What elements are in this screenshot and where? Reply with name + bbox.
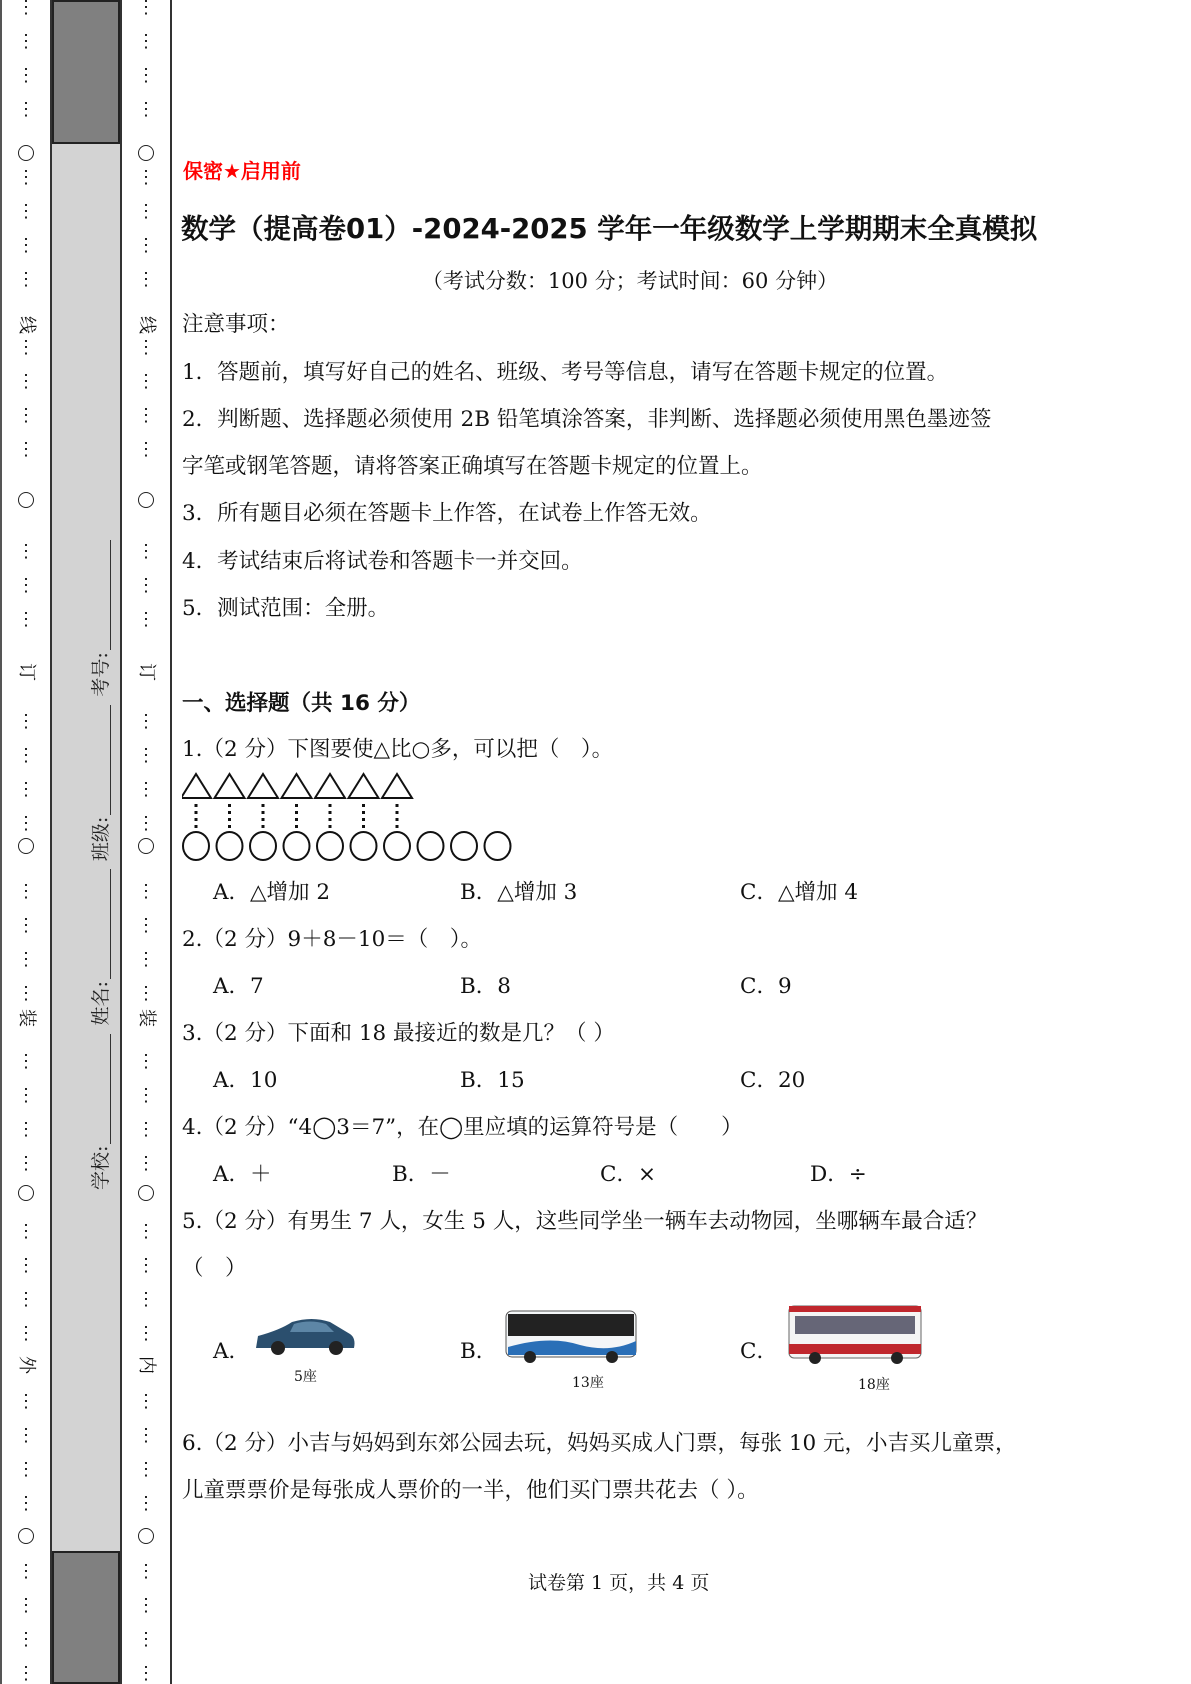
- dotted-cut-line: ⋮: [137, 65, 155, 86]
- dotted-cut-line: ⋮: [17, 881, 35, 902]
- page-footer: 试卷第 1 页，共 4 页: [528, 1572, 710, 1594]
- dotted-cut-line: ⋮: [137, 1561, 155, 1582]
- q1-option-c[interactable]: C．△增加 4: [740, 880, 858, 905]
- dotted-cut-line: ⋮: [17, 609, 35, 630]
- dotted-cut-line: ⋮: [17, 1595, 35, 1616]
- q2-option-b[interactable]: B．8: [460, 974, 511, 999]
- question-3: 3.（2 分）下面和 18 最接近的数是几？（ ）: [182, 1021, 615, 1046]
- dotted-cut-line: ⋮: [137, 575, 155, 596]
- dotted-cut-line: ⋮: [17, 31, 35, 52]
- dotted-cut-line: ⋮: [17, 1391, 35, 1412]
- dotted-cut-line: ⋮: [137, 235, 155, 256]
- dotted-cut-line: ⋮: [17, 201, 35, 222]
- margin-word: 内: [136, 1356, 157, 1374]
- triangle-circle-figure: [182, 770, 522, 870]
- confidential-label: 保密★启用前: [183, 159, 301, 183]
- dotted-cut-line: ⋮: [137, 1323, 155, 1344]
- exam-info: （考试分数：100 分；考试时间：60 分钟）: [421, 269, 839, 293]
- dotted-cut-line: ⋮: [17, 1629, 35, 1650]
- dotted-cut-line: ⋮: [17, 1255, 35, 1276]
- q5-option-b[interactable]: B．: [460, 1339, 498, 1364]
- q3-option-b[interactable]: B．15: [460, 1068, 525, 1093]
- circle-shape: [451, 832, 477, 860]
- dotted-cut-line: ⋮: [17, 745, 35, 766]
- dotted-cut-line: ⋮: [137, 1629, 155, 1650]
- triangle-shape: [349, 774, 379, 798]
- dotted-cut-line: ⋮: [137, 813, 155, 834]
- note-item: 3．所有题目必须在答题卡上作答，在试卷上作答无效。: [182, 501, 712, 526]
- dotted-cut-line: ⋮: [137, 1051, 155, 1072]
- circle-shape: [250, 832, 276, 860]
- vehicle-label: 18座: [858, 1377, 890, 1393]
- circle-mark: [0, 1185, 52, 1206]
- dotted-cut-line: ⋮: [137, 1255, 155, 1276]
- dotted-cut-line: ⋮: [137, 269, 155, 290]
- dotted-cut-line: ⋮: [137, 337, 155, 358]
- note-item: 1．答题前，填写好自己的姓名、班级、考号等信息，请写在答题卡规定的位置。: [182, 360, 949, 385]
- circle-shape: [183, 832, 209, 860]
- q1-option-b[interactable]: B．△增加 3: [460, 880, 578, 905]
- dotted-cut-line: ⋮: [17, 235, 35, 256]
- vehicle-label: 13座: [572, 1375, 604, 1391]
- circle-shape: [284, 832, 310, 860]
- question-2: 2.（2 分）9＋8－10＝（ ）。: [182, 927, 482, 952]
- q5-option-a[interactable]: A．: [213, 1339, 251, 1364]
- dotted-cut-line: ⋮: [137, 167, 155, 188]
- vehicle-label: 5座: [294, 1369, 317, 1385]
- dotted-cut-line: ⋮: [137, 405, 155, 426]
- dotted-cut-line: ⋮: [17, 1323, 35, 1344]
- dotted-cut-line: ⋮: [137, 1153, 155, 1174]
- class-label: 班级:: [90, 816, 112, 862]
- circle-shape: [217, 832, 243, 860]
- note-item: 字笔或钢笔答题，请将答案正确填写在答题卡规定的位置上。: [182, 454, 763, 479]
- triangle-shape: [282, 774, 312, 798]
- dotted-cut-line: ⋮: [17, 1561, 35, 1582]
- dotted-cut-line: ⋮: [137, 609, 155, 630]
- dotted-cut-line: ⋮: [17, 1051, 35, 1072]
- dotted-cut-line: ⋮: [137, 1119, 155, 1140]
- circle-shape: [485, 832, 511, 860]
- dotted-cut-line: ⋮: [137, 745, 155, 766]
- q3-option-a[interactable]: A．10: [213, 1068, 278, 1093]
- dotted-cut-line: ⋮: [137, 1085, 155, 1106]
- name-field[interactable]: [110, 869, 111, 979]
- section-heading: 一、选择题（共 16 分）: [182, 691, 421, 716]
- circle-mark: [120, 492, 172, 513]
- circle-mark: [0, 838, 52, 859]
- margin-word: 订: [16, 663, 37, 681]
- circle-mark: [120, 1185, 172, 1206]
- circle-shape: [317, 832, 343, 860]
- q4-option-d[interactable]: D．÷: [810, 1162, 867, 1187]
- question-4: 4.（2 分）“4◯3＝7”，在◯里应填的运算符号是（ ）: [182, 1115, 743, 1140]
- dotted-cut-line: ⋮: [17, 65, 35, 86]
- dotted-cut-line: ⋮: [17, 575, 35, 596]
- dotted-cut-line: ⋮: [137, 99, 155, 120]
- q2-option-a[interactable]: A．7: [213, 974, 264, 999]
- q1-option-a[interactable]: A．△增加 2: [213, 880, 331, 905]
- dotted-cut-line: ⋮: [17, 337, 35, 358]
- bus-image: [785, 1300, 925, 1366]
- triangle-shape: [248, 774, 278, 798]
- dotted-cut-line: ⋮: [17, 1493, 35, 1514]
- dotted-cut-line: ⋮: [17, 983, 35, 1004]
- car-image: [250, 1310, 360, 1360]
- circle-shape: [384, 832, 410, 860]
- margin-word: 外: [16, 1356, 37, 1374]
- margin-word: 线: [16, 316, 37, 334]
- dotted-cut-line: ⋮: [17, 1085, 35, 1106]
- q5-option-c[interactable]: C．: [740, 1339, 778, 1364]
- q4-option-a[interactable]: A．＋: [213, 1162, 272, 1187]
- margin-word: 装: [16, 1009, 37, 1027]
- question-1: 1.（2 分）下图要使△比○多，可以把（ ）。: [182, 737, 614, 762]
- circle-shape: [418, 832, 444, 860]
- student-info-fields: [86, 538, 113, 1190]
- circle-mark: [120, 1528, 172, 1549]
- dotted-cut-line: ⋮: [17, 1663, 35, 1684]
- question-6-cont: 儿童票票价是每张成人票价的一半，他们买门票共花去（ ）。: [182, 1478, 759, 1503]
- dotted-cut-line: ⋮: [137, 1493, 155, 1514]
- dotted-cut-line: ⋮: [137, 371, 155, 392]
- note-item: 2．判断题、选择题必须使用 2B 铅笔填涂答案，非判断、选择题必须使用黑色墨迹签: [182, 407, 992, 432]
- note-item: 4．考试结束后将试卷和答题卡一并交回。: [182, 549, 583, 574]
- circle-shape: [351, 832, 377, 860]
- dotted-cut-line: ⋮: [17, 1459, 35, 1480]
- triangle-shape: [215, 774, 245, 798]
- dotted-cut-line: ⋮: [17, 915, 35, 936]
- dotted-cut-line: ⋮: [17, 439, 35, 460]
- q2-option-c[interactable]: C．9: [740, 974, 792, 999]
- dotted-cut-line: ⋮: [137, 779, 155, 800]
- dotted-cut-line: ⋮: [137, 31, 155, 52]
- dotted-cut-line: ⋮: [137, 1595, 155, 1616]
- dotted-cut-line: ⋮: [17, 405, 35, 426]
- bus-image: [500, 1305, 640, 1365]
- dotted-cut-line: ⋮: [17, 1289, 35, 1310]
- dotted-cut-line: ⋮: [137, 1391, 155, 1412]
- triangle-shape: [382, 774, 412, 798]
- class-field[interactable]: [110, 705, 111, 815]
- dotted-cut-line: ⋮: [137, 541, 155, 562]
- margin-word: 订: [136, 663, 157, 681]
- q4-option-b[interactable]: B．－: [392, 1162, 451, 1187]
- dotted-cut-line: ⋮: [17, 371, 35, 392]
- dotted-cut-line: ⋮: [137, 1289, 155, 1310]
- dotted-cut-line: ⋮: [137, 949, 155, 970]
- dotted-cut-line: ⋮: [17, 711, 35, 732]
- circle-mark: [0, 1528, 52, 1549]
- exam-no-field[interactable]: [110, 540, 111, 650]
- dotted-cut-line: ⋮: [137, 881, 155, 902]
- school-label: 学校:: [90, 1145, 112, 1190]
- school-field[interactable]: [110, 1034, 111, 1144]
- circle-mark: [0, 145, 52, 166]
- circle-mark: [0, 492, 52, 513]
- dotted-cut-line: ⋮: [137, 1221, 155, 1242]
- note-item: 5．测试范围：全册。: [182, 596, 390, 621]
- dotted-cut-line: ⋮: [137, 439, 155, 460]
- dotted-cut-line: ⋮: [137, 1459, 155, 1480]
- circle-mark: [120, 145, 172, 166]
- dotted-cut-line: ⋮: [17, 813, 35, 834]
- triangle-shape: [315, 774, 345, 798]
- dotted-cut-line: ⋮: [17, 1119, 35, 1140]
- name-label: 姓名:: [90, 981, 112, 1026]
- dotted-cut-line: ⋮: [17, 541, 35, 562]
- triangle-shape: [182, 774, 211, 798]
- dotted-cut-line: ⋮: [137, 711, 155, 732]
- dotted-cut-line: ⋮: [17, 779, 35, 800]
- dotted-cut-line: ⋮: [17, 1425, 35, 1446]
- dotted-cut-line: ⋮: [17, 949, 35, 970]
- margin-word: 装: [136, 1009, 157, 1027]
- dotted-cut-line: ⋮: [137, 1425, 155, 1446]
- dotted-cut-line: ⋮: [137, 915, 155, 936]
- dotted-cut-line: ⋮: [137, 0, 155, 18]
- notes-heading: 注意事项：: [182, 312, 290, 337]
- dotted-cut-line: ⋮: [17, 269, 35, 290]
- q4-option-c[interactable]: C．×: [600, 1162, 656, 1187]
- margin-word: 线: [136, 316, 157, 334]
- dotted-cut-line: ⋮: [137, 983, 155, 1004]
- dotted-cut-line: ⋮: [17, 167, 35, 188]
- circle-mark: [120, 838, 172, 859]
- dotted-cut-line: ⋮: [137, 201, 155, 222]
- question-6: 6.（2 分）小吉与妈妈到东郊公园去玩，妈妈买成人门票，每张 10 元，小吉买儿童票，: [182, 1431, 1017, 1456]
- dotted-cut-line: ⋮: [137, 1663, 155, 1684]
- band-top-block: [52, 0, 120, 144]
- q3-option-c[interactable]: C．20: [740, 1068, 806, 1093]
- dotted-cut-line: ⋮: [17, 1153, 35, 1174]
- dotted-cut-line: ⋮: [17, 1221, 35, 1242]
- page-title: 数学（提高卷01）-2024-2025 学年一年级数学上学期期末全真模拟: [181, 213, 1038, 245]
- dotted-cut-line: ⋮: [17, 0, 35, 18]
- band-bottom-block: [52, 1551, 120, 1684]
- dotted-cut-line: ⋮: [17, 99, 35, 120]
- question-5-blank: （ ）: [182, 1256, 247, 1281]
- exam-no-label: 考号:: [90, 652, 112, 697]
- question-5: 5.（2 分）有男生 7 人，女生 5 人，这些同学坐一辆车去动物园，坐哪辆车最合适？: [182, 1209, 988, 1234]
